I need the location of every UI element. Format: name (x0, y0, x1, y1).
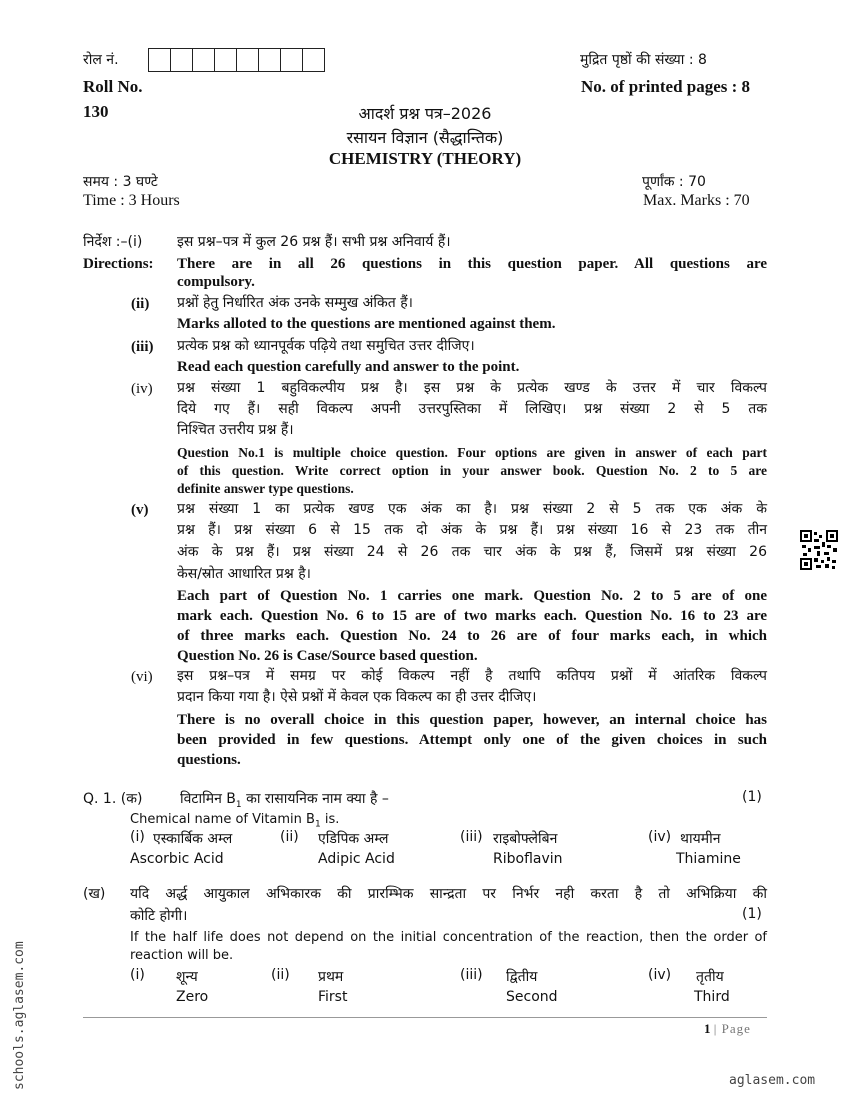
direction-iv-en-2: of this question. Write correct option in your answer book. Question No. 2 to 5 are (177, 463, 767, 478)
q1-ka-question-hi: विटामिन $B_1$ का रासायनिक नाम क्या है – (180, 791, 389, 810)
direction-vi-num: (vi) (131, 669, 153, 685)
printed-pages-en: No. of printed pages : 8 (581, 77, 751, 96)
q1-kha-option-3-num: (iii) (460, 967, 483, 983)
roll-label-hi: रोल नं. (83, 52, 119, 68)
direction-v-en-4: Question No. 26 is Case/Source based question. (177, 648, 478, 664)
marks-hi: पूर्णांक : 70 (642, 174, 706, 190)
q1-ka-marks: (1) (742, 789, 762, 805)
time-hi: समय : 3 घण्टे (83, 174, 158, 190)
subject-en: CHEMISTRY (THEORY) (328, 149, 522, 168)
q1-kha-marks: (1) (742, 906, 762, 922)
direction-i-hi: इस प्रश्न–पत्र में कुल 26 प्रश्न हैं। सभी प्रश्न अनिवार्य हैं। (177, 234, 451, 250)
direction-iv-en-1: Question No.1 is multiple choice question. Four options are given in answer of each part (177, 445, 767, 460)
direction-ii-num: (ii) (131, 296, 150, 312)
paper-code: 130 (83, 102, 109, 121)
direction-ii-hi: प्रश्नों हेतु निर्धारित अंक उनके सम्मुख अंकित हैं। (177, 295, 413, 311)
direction-iv-num: (iv) (131, 381, 153, 397)
q1-ka-option-1-hi: एस्कार्बिक अम्ल (153, 831, 233, 847)
direction-v-en-1: Each part of Question No. 1 carries one mark. Question No. 2 to 5 are of one (177, 588, 767, 604)
directions-label-en: Directions: (83, 256, 154, 272)
q1-ka-question-en: Chemical name of Vitamin $B_1$ is. (130, 812, 340, 830)
direction-iv-hi-3: निश्चित उत्तरीय प्रश्न हैं। (177, 422, 294, 438)
q1-kha-option-3-hi: द्वितीय (506, 969, 538, 985)
direction-v-hi-2: प्रश्न हैं। प्रश्न संख्या 6 से 15 तक दो अंक के प्रश्न हैं। प्रश्न संख्या 16 से 23 तक तीन (177, 522, 767, 538)
q1-kha-question-hi-1: यदि अर्द्ध आयुकाल अभिकारक की प्रारम्भिक सान्द्रता पर निर्भर नही करता है तो अभिक्रिया की (130, 886, 767, 902)
direction-iv-hi-1: प्रश्न संख्या 1 बहुविकल्पीय प्रश्न है। इस प्रश्न के प्रत्येक खण्ड के उत्तर में चार विकल्प (177, 380, 767, 396)
q1-kha-option-2-num: (ii) (271, 967, 290, 983)
roll-number-boxes[interactable] (148, 48, 325, 72)
roll-label-en: Roll No. (83, 77, 143, 96)
qr-code (800, 530, 838, 574)
direction-v-hi-3: अंक के प्रश्न हैं। प्रश्न संख्या 24 से 26 तक चार अंक के प्रश्न हैं, जिसमें प्रश्न संख्या 26 (177, 544, 767, 560)
paper-title-hi: आदर्श प्रश्न पत्र–2026 (358, 104, 492, 123)
bottom-watermark: aglasem.com (729, 1073, 816, 1088)
direction-i-en-1: There are in all 26 questions in this question paper. All questions are (177, 256, 767, 272)
q1-kha-question-en-2: reaction will be. (130, 948, 234, 963)
q1-ka-option-2-num: (ii) (280, 829, 299, 845)
q1-kha-option-1-num: (i) (130, 967, 145, 983)
direction-vi-en-1: There is no overall choice in this question paper, however, an internal choice has (177, 712, 767, 728)
q1-kha-label: (ख) (83, 886, 106, 902)
page-number: 1 | Page (704, 1021, 751, 1036)
side-watermark: schools.aglasem.com (12, 941, 27, 1090)
q1-ka-option-4-en: Thiamine (676, 851, 741, 867)
q1-kha-question-en-1: If the half life does not depend on the initial concentration of the reaction, then the order of (130, 930, 767, 945)
q1-label: Q. 1. (क) (83, 791, 143, 807)
q1-kha-option-3-en: Second (506, 989, 558, 1005)
direction-v-hi-1: प्रश्न संख्या 1 का प्रत्येक खण्ड एक अंक का है। प्रश्न संख्या 2 से 5 तक एक अंक के (177, 501, 767, 517)
q1-ka-option-3-hi: राइबोफ्लेबिन (493, 831, 558, 847)
q1-ka-option-4-num: (iv) (648, 829, 672, 845)
direction-vi-en-2: been provided in few questions. Attempt only one of the given choices in such (177, 732, 767, 748)
q1-kha-option-2-en: First (318, 989, 348, 1005)
q1-ka-option-1-num: (i) (130, 829, 145, 845)
printed-pages-hi: मुद्रित पृष्ठों की संख्या : 8 (580, 52, 707, 68)
direction-v-en-3: of three marks each. Question No. 24 to 26 are of four marks each, in which (177, 628, 767, 644)
directions-label-hi: निर्देश :–(i) (83, 234, 143, 250)
direction-iii-num: (iii) (131, 339, 154, 355)
q1-kha-option-4-num: (iv) (648, 967, 672, 983)
direction-ii-en: Marks alloted to the questions are mentioned against them. (177, 316, 556, 332)
direction-v-hi-4: केस/स्रोत आधारित प्रश्न है। (177, 566, 311, 582)
direction-iii-hi: प्रत्येक प्रश्न को ध्यानपूर्वक पढ़िये तथा समुचित उत्तर दीजिए। (177, 338, 475, 354)
direction-v-en-2: mark each. Question No. 6 to 15 are of two marks each. Question No. 16 to 23 are (177, 608, 767, 624)
q1-kha-option-1-hi: शून्य (176, 969, 198, 985)
q1-ka-option-2-hi: एडिपिक अम्ल (318, 831, 389, 847)
q1-kha-question-hi-2: कोटि होगी। (130, 908, 188, 924)
q1-kha-option-1-en: Zero (176, 989, 209, 1005)
marks-en: Max. Marks : 70 (643, 192, 750, 209)
q1-ka-option-2-en: Adipic Acid (318, 851, 395, 867)
q1-ka-option-1-en: Ascorbic Acid (130, 851, 224, 867)
direction-vi-hi-2: प्रदान किया गया है। ऐसे प्रश्नों में केवल एक विकल्प का ही उत्तर दीजिए। (177, 689, 537, 705)
direction-vi-hi-1: इस प्रश्न–पत्र में समग्र पर कोई विकल्प नहीं है तथापि कतिपय प्रश्नों में आंतरिक विकल्प (177, 668, 767, 684)
direction-iii-en: Read each question carefully and answer to the point. (177, 359, 520, 375)
time-en: Time : 3 Hours (83, 192, 180, 209)
direction-iv-hi-2: दिये गए हैं। सही विकल्प अपनी उत्तरपुस्तिका में लिखिए। प्रश्न संख्या 2 से 5 तक (177, 401, 767, 417)
direction-i-en-2: compulsory. (177, 274, 255, 290)
q1-kha-option-4-en: Third (694, 989, 730, 1005)
q1-ka-option-3-num: (iii) (460, 829, 483, 845)
direction-vi-en-3: questions. (177, 752, 241, 768)
q1-kha-option-4-hi: तृतीय (696, 969, 724, 985)
subject-hi: रसायन विज्ञान (सैद्धान्तिक) (346, 128, 504, 147)
direction-iv-en-3: definite answer type questions. (177, 481, 354, 496)
q1-kha-option-2-hi: प्रथम (318, 969, 344, 985)
q1-ka-option-4-hi: थायमीन (680, 831, 721, 847)
q1-ka-option-3-en: Riboflavin (493, 851, 563, 867)
footer-divider (83, 1017, 767, 1018)
direction-v-num: (v) (131, 502, 149, 518)
